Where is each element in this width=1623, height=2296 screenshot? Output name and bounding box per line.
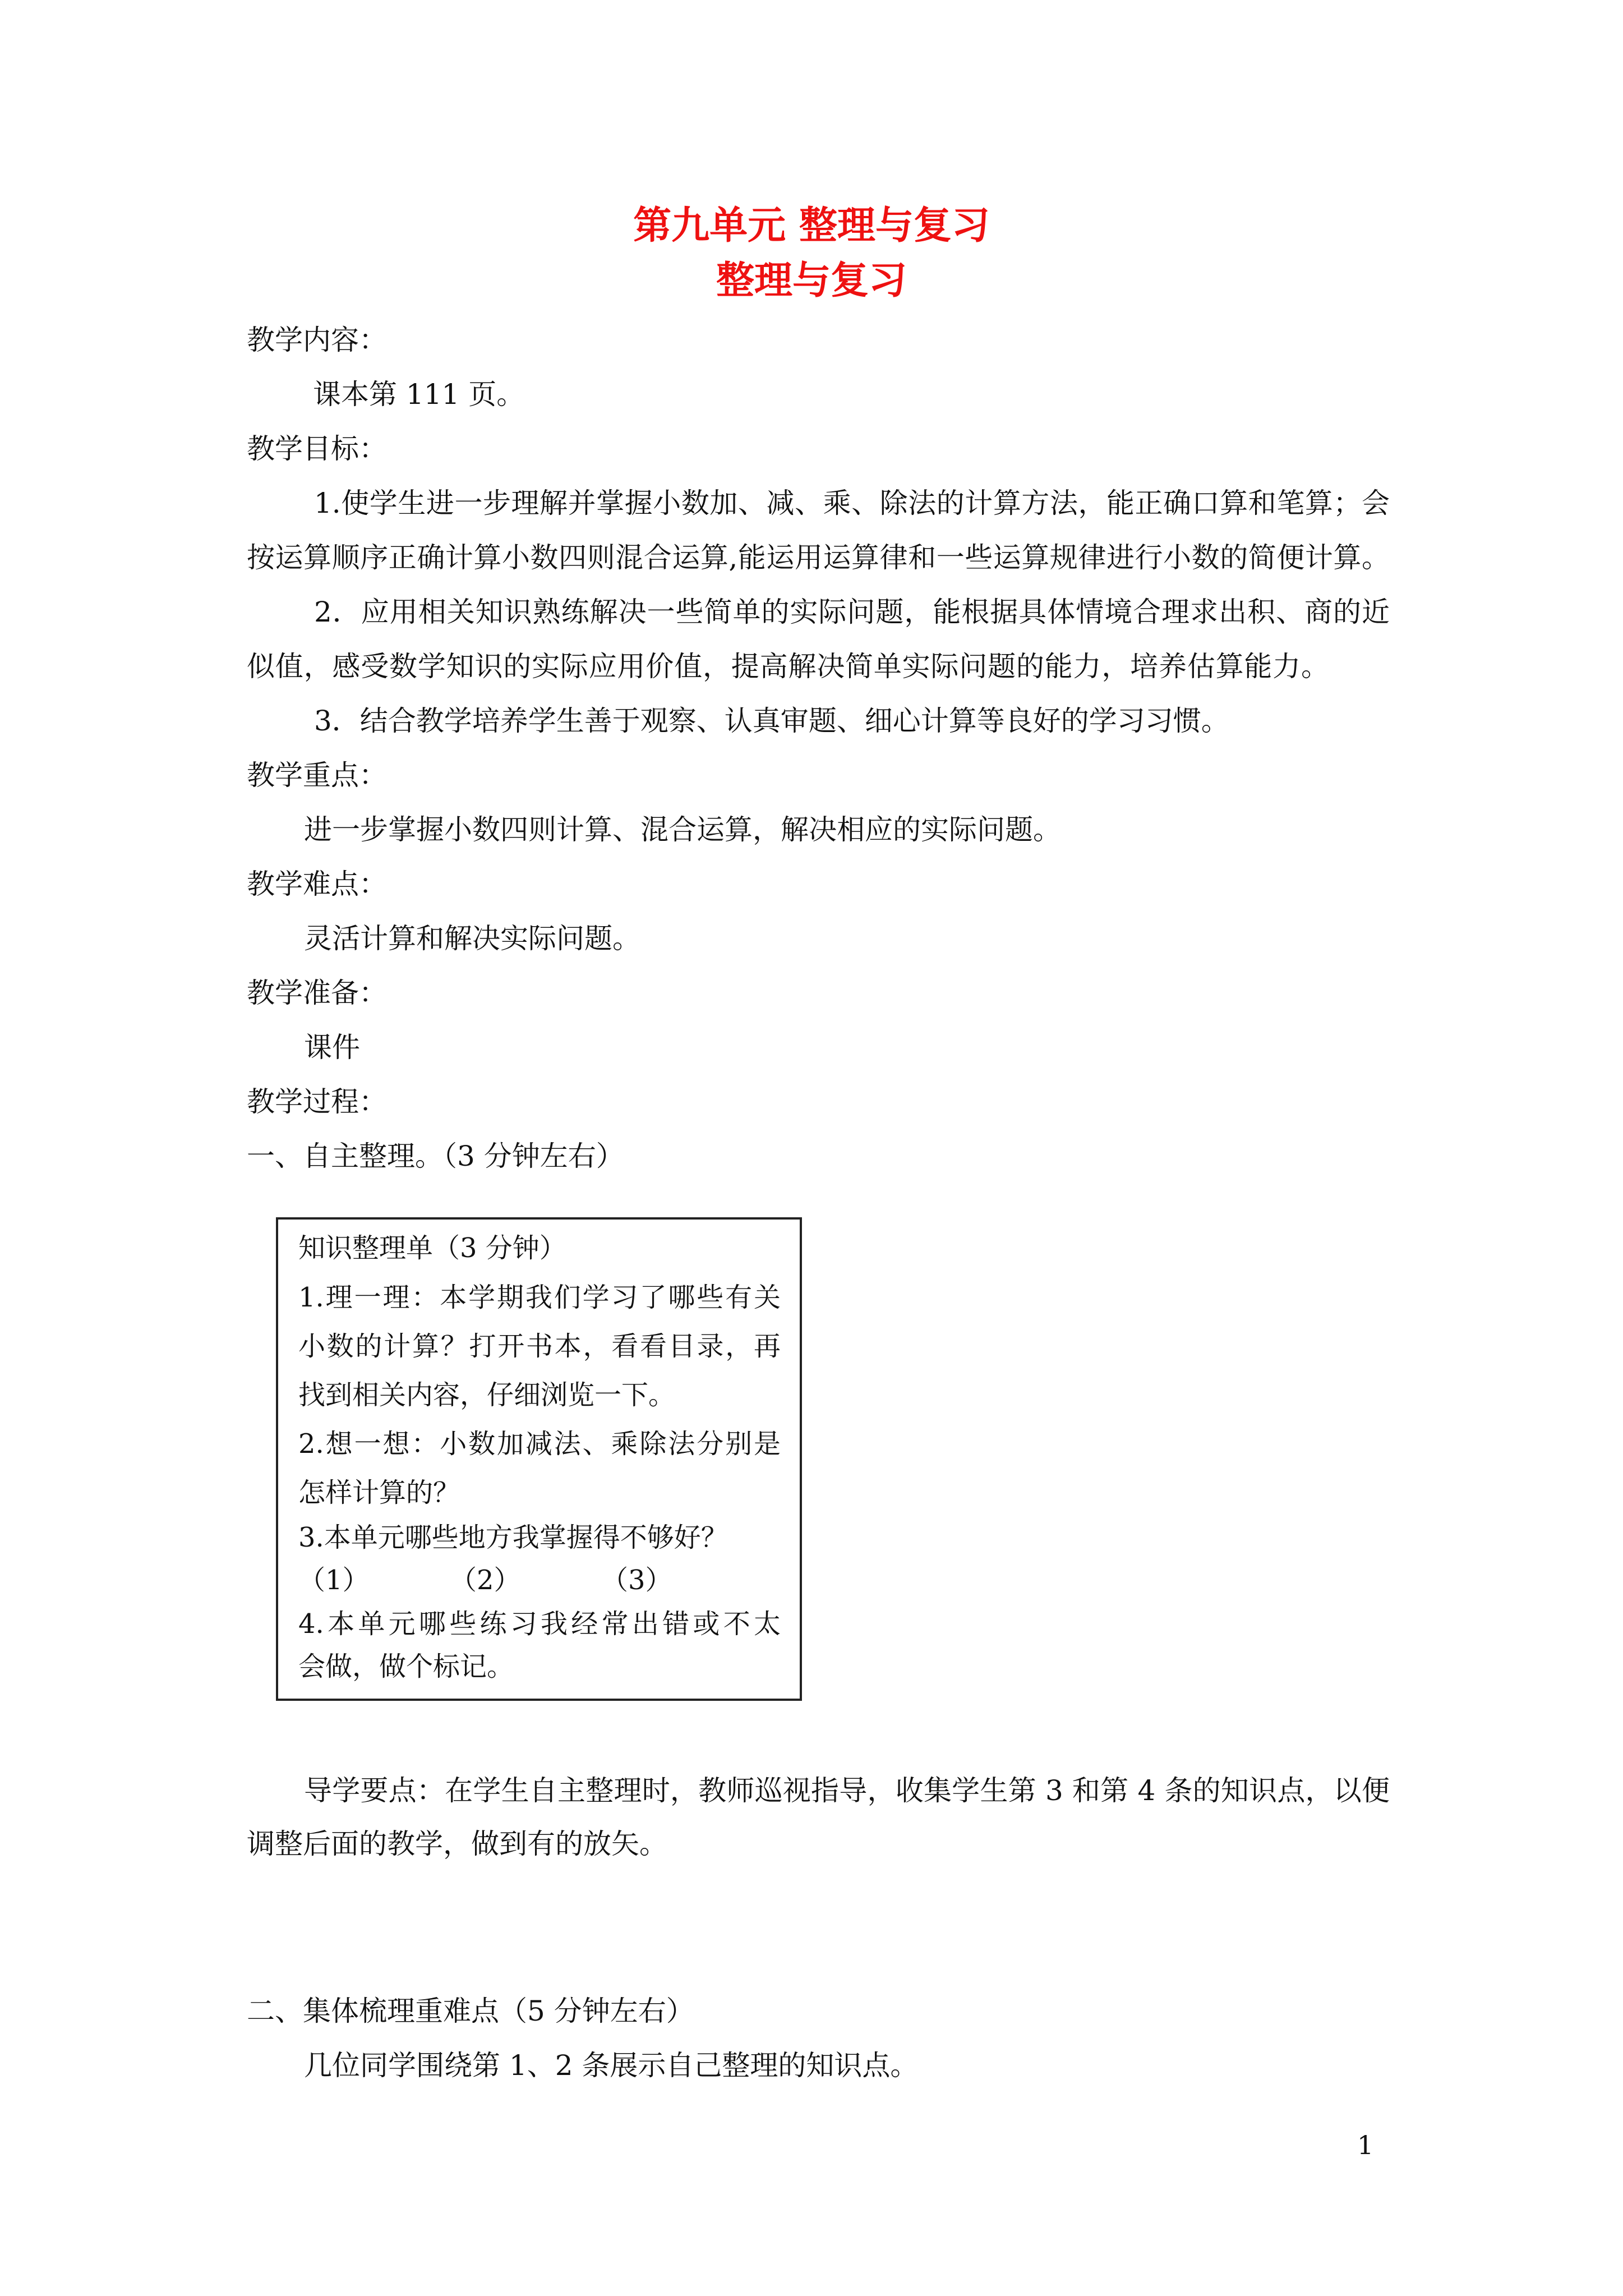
step-2-text: 几位同学围绕第 1、2 条展示自己整理的知识点。 bbox=[304, 2049, 919, 2082]
key-text: 进一步掌握小数四则计算、混合运算，解决相应的实际问题。 bbox=[304, 813, 1061, 846]
option-1: （1） bbox=[298, 1565, 370, 1596]
page-number: 1 bbox=[1357, 2130, 1374, 2160]
content-text: 课本第 111 页。 bbox=[313, 378, 525, 411]
key-heading: 教学重点： bbox=[247, 759, 387, 792]
knowledge-item-3-options bbox=[298, 1564, 753, 1596]
knowledge-item-4-line-1: 4.本单元哪些练习我经常出错或不太 bbox=[298, 1608, 781, 1640]
goal-2-line-2: 似值，感受数学知识的实际应用价值，提高解决简单实际问题的能力，培养估算能力。 bbox=[247, 650, 1329, 683]
process-heading: 教学过程： bbox=[247, 1085, 387, 1118]
goal-3: 3．结合教学培养学生善于观察、认真审题、细心计算等良好的学习习惯。 bbox=[314, 705, 1229, 737]
goals-heading: 教学目标： bbox=[247, 432, 387, 465]
goal-1-line-2: 按运算顺序正确计算小数四则混合运算,能运用运算律和一些运算规律进行小数的简便计算。 bbox=[247, 541, 1390, 574]
knowledge-item-3: 3.本单元哪些地方我掌握得不够好？ bbox=[298, 1522, 728, 1553]
step-2-heading: 二、集体梳理重难点（5 分钟左右） bbox=[247, 1995, 694, 2027]
knowledge-item-4-line-2: 会做，做个标记。 bbox=[298, 1651, 514, 1682]
step-1-heading: 一、自主整理。（3 分钟左右） bbox=[247, 1140, 624, 1172]
knowledge-item-1-line-1: 1.理一理：本学期我们学习了哪些有关 bbox=[298, 1282, 781, 1313]
option-3: （3） bbox=[601, 1565, 672, 1596]
guide-line-2: 调整后面的教学，做到有的放矢。 bbox=[247, 1828, 667, 1860]
knowledge-item-2-line-1: 2.想一想：小数加减法、乘除法分别是 bbox=[298, 1428, 781, 1460]
content-heading: 教学内容： bbox=[247, 324, 387, 356]
goal-2-line-1: 2．应用相关知识熟练解决一些简单的实际问题，能根据具体情境合理求出积、商的近 bbox=[314, 596, 1390, 628]
page-title: 第九单元 整理与复习 bbox=[633, 203, 990, 248]
page-subtitle: 整理与复习 bbox=[716, 258, 907, 303]
difficulty-heading: 教学难点： bbox=[247, 868, 387, 900]
guide-line-1: 导学要点：在学生自主整理时，教师巡视指导，收集学生第 3 和第 4 条的知识点，以便 bbox=[304, 1774, 1390, 1807]
goal-1-line-1: 1.使学生进一步理解并掌握小数加、减、乘、除法的计算方法，能正确口算和笔算；会 bbox=[314, 487, 1390, 519]
knowledge-item-1-line-2: 小数的计算？打开书本，看看目录，再 bbox=[298, 1331, 781, 1362]
knowledge-box-title: 知识整理单（3 分钟） bbox=[298, 1232, 566, 1264]
difficulty-text: 灵活计算和解决实际问题。 bbox=[304, 922, 640, 955]
knowledge-item-1-line-3: 找到相关内容，仔细浏览一下。 bbox=[298, 1379, 676, 1411]
option-2: （2） bbox=[450, 1565, 521, 1596]
knowledge-item-2-line-2: 怎样计算的？ bbox=[298, 1477, 460, 1508]
prep-heading: 教学准备： bbox=[247, 977, 387, 1009]
prep-text: 课件 bbox=[304, 1031, 360, 1064]
